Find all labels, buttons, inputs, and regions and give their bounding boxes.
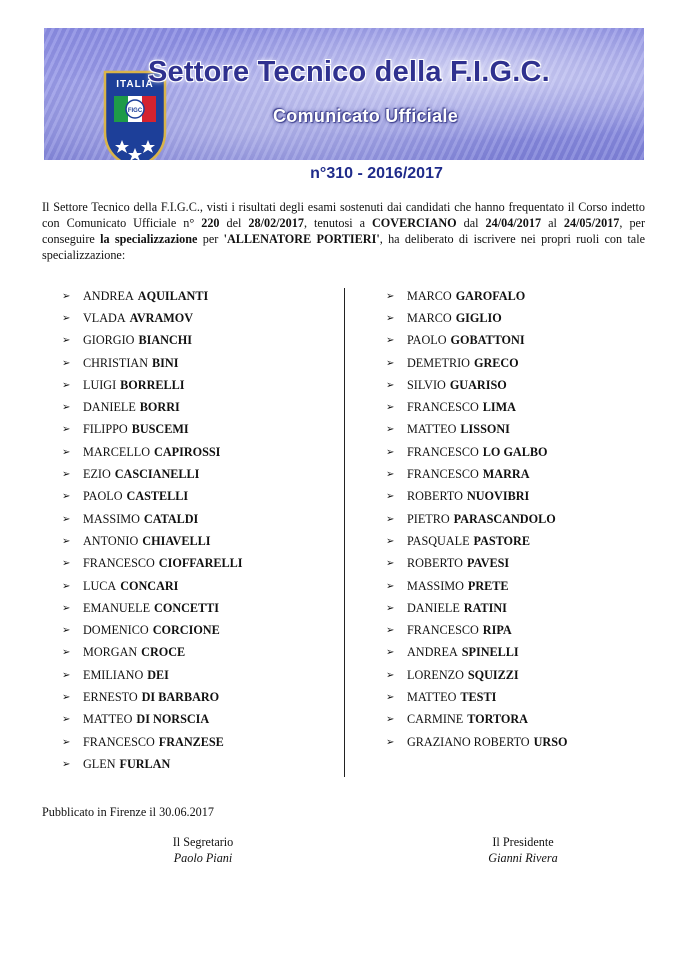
first-name: CARMINE xyxy=(407,712,464,727)
arrow-bullet-icon: ➢ xyxy=(386,513,395,525)
arrow-bullet-icon: ➢ xyxy=(386,580,395,592)
arrow-bullet-icon: ➢ xyxy=(62,290,71,302)
list-item xyxy=(386,374,568,396)
list-item xyxy=(386,709,568,731)
list-item xyxy=(62,753,243,775)
list-item xyxy=(386,508,568,530)
arrow-bullet-icon: ➢ xyxy=(386,335,395,347)
arrow-bullet-icon: ➢ xyxy=(62,691,71,703)
last-name: BORRI xyxy=(139,400,180,415)
list-item xyxy=(386,530,568,552)
last-name: RATINI xyxy=(463,600,507,615)
president-signature-block xyxy=(468,834,578,866)
list-item xyxy=(62,553,243,575)
first-name: CHRISTIAN xyxy=(83,355,149,370)
last-name: CIOFFARELLI xyxy=(158,556,243,571)
arrow-bullet-icon: ➢ xyxy=(386,602,395,614)
list-item xyxy=(62,374,243,396)
last-name: MARRA xyxy=(482,467,530,482)
last-name: LIMA xyxy=(482,400,516,415)
list-item xyxy=(386,352,568,374)
arrow-bullet-icon: ➢ xyxy=(386,625,395,637)
last-name: CAPIROSSI xyxy=(154,444,221,459)
arrow-bullet-icon: ➢ xyxy=(62,402,71,414)
intro-bold: COVERCIANO xyxy=(372,216,457,230)
intro-text: del xyxy=(219,216,249,230)
document-number-text: n°310 - 2016/2017 xyxy=(310,165,443,182)
arrow-bullet-icon: ➢ xyxy=(386,446,395,458)
last-name: CASTELLI xyxy=(126,489,189,504)
intro-paragraph xyxy=(42,199,645,263)
list-item xyxy=(386,486,568,508)
arrow-bullet-icon: ➢ xyxy=(386,424,395,436)
last-name: PARASCANDOLO xyxy=(453,511,556,526)
president-name: Gianni Rivera xyxy=(488,851,558,865)
last-name: GIGLIO xyxy=(455,310,502,325)
last-name: CORCIONE xyxy=(152,623,220,638)
arrow-bullet-icon: ➢ xyxy=(62,602,71,614)
last-name: CATALDI xyxy=(143,511,199,526)
list-item xyxy=(386,285,568,307)
first-name: MARCO xyxy=(407,288,452,303)
arrow-bullet-icon: ➢ xyxy=(386,535,395,547)
first-name: MARCELLO xyxy=(83,444,151,459)
first-name: LUIGI xyxy=(83,377,117,392)
first-name: FILIPPO xyxy=(83,422,128,437)
first-name: DANIELE xyxy=(83,400,136,415)
arrow-bullet-icon: ➢ xyxy=(386,290,395,302)
list-item xyxy=(386,419,568,441)
list-item xyxy=(62,686,243,708)
list-item xyxy=(386,686,568,708)
last-name: CONCARI xyxy=(120,578,179,593)
last-name: LISSONI xyxy=(460,422,510,437)
arrow-bullet-icon: ➢ xyxy=(62,669,71,681)
list-item xyxy=(62,419,243,441)
first-name: PAOLO xyxy=(83,489,123,504)
first-name: DOMENICO xyxy=(83,623,149,638)
list-item xyxy=(62,486,243,508)
last-name: URSO xyxy=(533,734,568,749)
list-item xyxy=(386,575,568,597)
crest-label: ITALIA xyxy=(116,79,154,90)
list-item xyxy=(386,731,568,753)
intro-text: Il Settore Tecnico della F.I.G.C., visti i risultati degli esami sostenuti dai candidati che hanno frequentato il Corso indetto con Comunicato Ufficiale n° xyxy=(42,200,645,230)
arrow-bullet-icon: ➢ xyxy=(62,469,71,481)
first-name: VLADA xyxy=(83,310,126,325)
intro-bold: 220 xyxy=(201,216,220,230)
list-item xyxy=(386,553,568,575)
arrow-bullet-icon: ➢ xyxy=(386,379,395,391)
arrow-bullet-icon: ➢ xyxy=(386,402,395,414)
first-name: PIETRO xyxy=(407,511,450,526)
list-item xyxy=(62,530,243,552)
first-name: ANDREA xyxy=(83,288,134,303)
first-name: EZIO xyxy=(83,467,111,482)
list-item xyxy=(62,463,243,485)
first-name: ERNESTO xyxy=(83,689,138,704)
arrow-bullet-icon: ➢ xyxy=(386,647,395,659)
last-name: BINI xyxy=(152,355,179,370)
last-name: FURLAN xyxy=(119,756,171,771)
last-name: GRECO xyxy=(473,355,519,370)
last-name: CROCE xyxy=(141,645,186,660)
last-name: BUSCEMI xyxy=(131,422,189,437)
first-name: MATTEO xyxy=(407,422,457,437)
arrow-bullet-icon: ➢ xyxy=(386,491,395,503)
first-name: EMANUELE xyxy=(83,600,151,615)
arrow-bullet-icon: ➢ xyxy=(386,669,395,681)
first-name: GLEN xyxy=(83,756,116,771)
list-item xyxy=(62,508,243,530)
arrow-bullet-icon: ➢ xyxy=(62,312,71,324)
first-name: MASSIMO xyxy=(83,511,140,526)
arrow-bullet-icon: ➢ xyxy=(386,357,395,369)
first-name: ROBERTO xyxy=(407,556,463,571)
intro-text: , ha deliberato di iscrivere nei propri ruoli con tale specializzazione: xyxy=(42,232,645,262)
crest-badge: FIGC xyxy=(127,108,143,114)
last-name: GOBATTONI xyxy=(450,333,525,348)
secretary-signature-block xyxy=(148,834,258,866)
arrow-bullet-icon: ➢ xyxy=(62,736,71,748)
first-name: MARCO xyxy=(407,310,452,325)
first-name: MATTEO xyxy=(407,689,457,704)
secretary-name: Paolo Piani xyxy=(173,851,233,865)
list-item xyxy=(62,575,243,597)
last-name: DI NORSCIA xyxy=(136,712,210,727)
first-name: FRANCESCO xyxy=(407,467,479,482)
secretary-role: Il Segretario xyxy=(172,835,234,849)
list-item xyxy=(386,307,568,329)
first-name: FRANCESCO xyxy=(83,734,155,749)
first-name: EMILIANO xyxy=(83,667,144,682)
last-name: FRANZESE xyxy=(158,734,224,749)
list-item xyxy=(386,441,568,463)
column-divider xyxy=(344,288,345,777)
last-name: CONCETTI xyxy=(154,600,220,615)
intro-text: , per conseguire xyxy=(42,216,645,246)
intro-bold: 24/05/2017 xyxy=(563,216,620,230)
list-item xyxy=(386,463,568,485)
first-name: DANIELE xyxy=(407,600,460,615)
list-item xyxy=(62,307,243,329)
intro-bold: 24/04/2017 xyxy=(485,216,542,230)
arrow-bullet-icon: ➢ xyxy=(62,558,71,570)
list-item xyxy=(62,664,243,686)
first-name: FRANCESCO xyxy=(83,556,155,571)
arrow-bullet-icon: ➢ xyxy=(62,424,71,436)
last-name: GAROFALO xyxy=(455,288,526,303)
arrow-bullet-icon: ➢ xyxy=(62,535,71,547)
arrow-bullet-icon: ➢ xyxy=(386,312,395,324)
first-name: ROBERTO xyxy=(407,489,463,504)
last-name: PAVESI xyxy=(466,556,510,571)
last-name: SPINELLI xyxy=(461,645,519,660)
document-number xyxy=(0,165,677,183)
first-name: MASSIMO xyxy=(407,578,464,593)
first-name: GIORGIO xyxy=(83,333,135,348)
last-name: GUARISO xyxy=(449,377,507,392)
first-name: SILVIO xyxy=(407,377,446,392)
first-name: ANDREA xyxy=(407,645,458,660)
arrow-bullet-icon: ➢ xyxy=(62,446,71,458)
last-name: RIPA xyxy=(482,623,512,638)
last-name: TORTORA xyxy=(467,712,528,727)
last-name: DEI xyxy=(147,667,169,682)
last-name: BORRELLI xyxy=(120,377,185,392)
president-role: Il Presidente xyxy=(492,835,554,849)
last-name: TESTI xyxy=(460,689,497,704)
arrow-bullet-icon: ➢ xyxy=(62,513,71,525)
header-banner xyxy=(44,28,644,160)
banner-subtitle: Comunicato Ufficiale xyxy=(273,106,459,126)
intro-text: per xyxy=(197,232,224,246)
list-item xyxy=(386,642,568,664)
list-item xyxy=(62,330,243,352)
intro-bold: la specializzazione xyxy=(100,232,198,246)
last-name: AQUILANTI xyxy=(137,288,209,303)
list-item xyxy=(386,619,568,641)
list-item xyxy=(386,597,568,619)
arrow-bullet-icon: ➢ xyxy=(386,469,395,481)
first-name: PAOLO xyxy=(407,333,447,348)
last-name: PASTORE xyxy=(473,533,530,548)
right-name-list xyxy=(386,285,568,753)
arrow-bullet-icon: ➢ xyxy=(62,758,71,770)
banner-title: Settore Tecnico della F.I.G.C. xyxy=(148,56,550,88)
first-name: FRANCESCO xyxy=(407,400,479,415)
list-item xyxy=(62,352,243,374)
first-name: PASQUALE xyxy=(407,533,470,548)
left-name-list xyxy=(62,285,243,776)
intro-bold: 28/02/2017 xyxy=(248,216,304,230)
arrow-bullet-icon: ➢ xyxy=(386,714,395,726)
publication-note: Pubblicato in Firenze il 30.06.2017 xyxy=(42,805,214,819)
last-name: DI BARBARO xyxy=(141,689,220,704)
list-item xyxy=(386,396,568,418)
arrow-bullet-icon: ➢ xyxy=(62,580,71,592)
list-item xyxy=(62,285,243,307)
arrow-bullet-icon: ➢ xyxy=(386,691,395,703)
last-name: CHIAVELLI xyxy=(142,533,211,548)
arrow-bullet-icon: ➢ xyxy=(62,491,71,503)
list-item xyxy=(62,709,243,731)
list-item xyxy=(386,664,568,686)
arrow-bullet-icon: ➢ xyxy=(386,558,395,570)
arrow-bullet-icon: ➢ xyxy=(386,736,395,748)
arrow-bullet-icon: ➢ xyxy=(62,357,71,369)
last-name: NUOVIBRI xyxy=(466,489,530,504)
first-name: DEMETRIO xyxy=(407,355,470,370)
arrow-bullet-icon: ➢ xyxy=(62,625,71,637)
list-item xyxy=(62,619,243,641)
list-item xyxy=(62,441,243,463)
first-name: MORGAN xyxy=(83,645,138,660)
first-name: MATTEO xyxy=(83,712,133,727)
last-name: CASCIANELLI xyxy=(114,467,200,482)
first-name: ANTONIO xyxy=(83,533,139,548)
arrow-bullet-icon: ➢ xyxy=(62,714,71,726)
first-name: LUCA xyxy=(83,578,117,593)
last-name: BIANCHI xyxy=(138,333,192,348)
list-item xyxy=(386,330,568,352)
arrow-bullet-icon: ➢ xyxy=(62,379,71,391)
first-name: GRAZIANO ROBERTO xyxy=(407,734,530,749)
intro-bold: 'ALLENATORE PORTIERI' xyxy=(223,232,380,246)
first-name: LORENZO xyxy=(407,667,464,682)
last-name: AVRAMOV xyxy=(129,310,194,325)
intro-text: , tenutosi a xyxy=(303,216,372,230)
arrow-bullet-icon: ➢ xyxy=(62,335,71,347)
intro-text: dal xyxy=(456,216,486,230)
list-item xyxy=(62,396,243,418)
last-name: LO GALBO xyxy=(482,444,548,459)
list-item xyxy=(62,642,243,664)
last-name: PRETE xyxy=(467,578,509,593)
list-item xyxy=(62,597,243,619)
intro-text: al xyxy=(541,216,564,230)
arrow-bullet-icon: ➢ xyxy=(62,647,71,659)
list-item xyxy=(62,731,243,753)
last-name: SQUIZZI xyxy=(467,667,519,682)
first-name: FRANCESCO xyxy=(407,623,479,638)
first-name: FRANCESCO xyxy=(407,444,479,459)
